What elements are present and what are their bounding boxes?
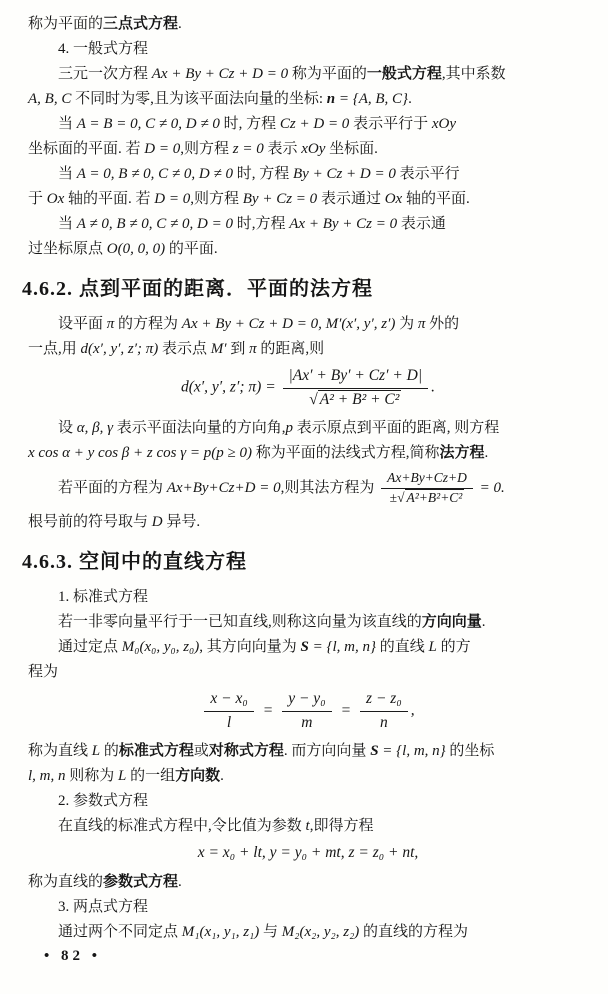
text-run: .	[178, 873, 182, 890]
math-run: A = B = 0, C ≠ 0, D ≠ 0	[76, 116, 220, 132]
text-line	[28, 187, 588, 212]
text-run: 与	[259, 923, 282, 940]
radical-sign: √	[309, 390, 318, 408]
math-run: D = 0	[144, 141, 181, 157]
text-line	[28, 337, 588, 362]
keyword-symmetric-form: 对称式方程	[208, 743, 284, 760]
section-heading-4-6-3: 4.6.3. 空间中的直线方程	[22, 551, 247, 574]
math-run: L	[91, 743, 101, 760]
text-line	[28, 610, 588, 635]
text-line	[28, 237, 588, 262]
text-run: 通过两个不同定点	[58, 923, 182, 940]
vector-n: n	[326, 91, 336, 107]
math-run: Ax + By + Cz = 0	[289, 216, 398, 232]
text-run: 时, 方程	[232, 166, 293, 182]
fraction	[283, 367, 429, 409]
fraction-numerator: Ax+By+Cz+D	[381, 471, 473, 489]
text-line	[28, 212, 588, 237]
fraction-denominator: n	[380, 713, 388, 731]
text-run: 为	[395, 316, 418, 332]
math-run: Ax + By + Cz + D = 0	[151, 66, 289, 82]
text-run: 表示通过	[317, 191, 385, 207]
text-run: . 而方向向量	[283, 743, 371, 760]
radical-sign: √	[397, 490, 405, 506]
text-line	[28, 764, 588, 789]
text-run: 外的	[425, 316, 460, 332]
math-run: L	[428, 639, 437, 656]
subheading-parametric-form	[28, 789, 588, 814]
keyword-parametric-form: 参数式方程	[103, 873, 179, 890]
math-run: π	[106, 316, 115, 332]
text-run: 则称为	[65, 768, 119, 785]
text-run: 2. 参数式方程	[58, 793, 149, 810]
equals-sign: =	[340, 701, 352, 719]
text-run: 的一组	[126, 768, 176, 785]
fraction-numerator: x − x₀	[204, 690, 253, 712]
formula-standard-form	[28, 690, 588, 732]
fraction-denominator: m	[301, 713, 313, 731]
text-run: 的平面.	[165, 241, 218, 257]
math-run: Ax+By+Cz+D = 0	[166, 480, 281, 497]
math-run: M₂(x₂, y₂, z₂)	[281, 923, 360, 940]
text-run: 称为平面的	[288, 66, 367, 82]
keyword-normal-equation: 法方程	[439, 445, 485, 462]
text-run: 的直线	[376, 639, 429, 656]
text-run: 设	[58, 420, 77, 437]
math-run: A, B, C	[28, 91, 72, 107]
math-run: xOy	[301, 141, 326, 157]
text-line	[28, 739, 588, 764]
math-run: t	[305, 818, 310, 835]
text-run: ,则方程	[190, 191, 243, 207]
text-line-with-inline-formula	[28, 466, 588, 510]
text-line	[28, 12, 588, 37]
text-run: 称为直线的	[28, 873, 104, 890]
text-run: ,其中系数	[441, 66, 506, 82]
math-run: M₀(x₀, y₀, z₀)	[121, 639, 200, 656]
text-run: 轴的平面.	[402, 191, 470, 207]
text-run: 的	[100, 743, 119, 760]
keyword-general-form: 一般式方程	[366, 66, 442, 82]
math-run: Cz + D = 0	[279, 116, 350, 132]
math-run: A = 0, B ≠ 0, C ≠ 0, D ≠ 0	[76, 166, 233, 182]
text-run: 的距离,则	[256, 341, 325, 357]
text-line	[28, 441, 588, 466]
formula-parametric	[28, 844, 588, 863]
text-run: 或	[193, 743, 209, 760]
text-run: 表示平面法向量的方向角,	[113, 420, 286, 437]
text-line	[28, 920, 588, 945]
text-run: 若一非零向量平行于一已知直线,则称这向量为该直线的	[58, 614, 422, 631]
math-run: x cos α + y cos β + z cos γ = p(p ≥ 0)	[28, 445, 252, 462]
keyword-three-point-form: 三点式方程	[103, 16, 179, 32]
text-line	[28, 162, 588, 187]
math-run: = {l, m, n}	[308, 639, 376, 656]
text-run: ,即得方程	[309, 818, 374, 835]
text-run: 4. 一般式方程	[58, 41, 149, 57]
keyword-direction-vector: 方向向量	[421, 614, 482, 631]
text-run: 表示原点到平面的距离, 则方程	[293, 420, 500, 437]
text-run: 坐标面的平面. 若	[28, 141, 145, 157]
text-run: 称为平面的法线式方程,简称	[251, 445, 440, 462]
text-run: ,则方程	[180, 141, 233, 157]
fraction-numerator: z − z₀	[360, 690, 408, 712]
equals-sign: =	[262, 701, 274, 719]
radicand: A² + B² + C²	[319, 390, 400, 408]
formula-tail: = 0.	[475, 480, 505, 497]
text-run: .	[408, 91, 412, 107]
text-run: 一点,用	[28, 341, 81, 357]
subheading-two-point-form	[28, 895, 588, 920]
text-line	[28, 870, 588, 895]
keyword-standard-form: 标准式方程	[118, 743, 194, 760]
text-line	[28, 660, 588, 685]
text-run: 异号.	[162, 514, 201, 531]
subheading-general-form	[28, 37, 588, 62]
text-run: .	[481, 614, 486, 631]
text-line	[28, 510, 588, 535]
text-run: 若平面的方程为	[58, 480, 167, 497]
vector-s: S	[370, 743, 379, 760]
text-run: 当	[58, 166, 77, 182]
math-run: = {l, m, n}	[378, 743, 446, 760]
vector-s: S	[300, 639, 309, 656]
text-run: 的方	[436, 639, 471, 656]
math-run: Ax + By + Cz + D = 0, M′(x′, y′, z′)	[181, 316, 396, 332]
text-run: 表示	[263, 141, 302, 157]
text-run: 时,方程	[232, 216, 290, 232]
section-heading-4-6-2: 4.6.2. 点到平面的距离．平面的法方程	[22, 278, 373, 300]
text-run: 不同时为零,且为该平面法向量的坐标:	[71, 91, 327, 107]
math-run: D	[151, 514, 163, 531]
fraction	[360, 690, 408, 732]
text-line	[28, 137, 588, 162]
text-run: 3. 两点式方程	[58, 898, 149, 915]
text-run: 表示点	[158, 341, 211, 357]
formula-lhs: d(x′, y′, z′; π) =	[180, 378, 280, 396]
text-run: 在直线的标准式方程中,令比值为参数	[58, 818, 306, 835]
math-run: M₁(x₁, y₁, z₁)	[181, 923, 260, 940]
subheading-standard-form	[28, 585, 588, 610]
text-run: 表示平行于	[349, 116, 432, 132]
text-line	[28, 112, 588, 137]
text-run: .	[220, 768, 224, 785]
fraction-denominator	[381, 489, 473, 506]
text-run: 通过定点	[58, 639, 122, 656]
math-run: L	[118, 768, 127, 785]
text-run: .	[178, 16, 182, 32]
math-run: p	[285, 420, 294, 437]
text-run: , 其方向向量为	[199, 639, 301, 656]
text-run: 于	[28, 191, 47, 207]
text-run: ,则其法方程为	[280, 480, 379, 497]
fraction-numerator: y − y₀	[282, 690, 331, 712]
math-run: z = 0	[232, 141, 264, 157]
text-line	[28, 312, 588, 337]
fraction-denominator: l	[226, 713, 232, 731]
text-run: 当	[58, 116, 77, 132]
math-run: l, m, n	[28, 768, 66, 785]
formula-point-plane-distance	[28, 367, 588, 409]
text-line	[28, 62, 588, 87]
page-number: • 82 •	[44, 948, 102, 964]
math-run: xOy	[431, 116, 456, 132]
math-run: x = x₀ + lt, y = y₀ + mt, z = z₀ + nt,	[197, 844, 419, 862]
text-run: 表示平行	[395, 166, 460, 182]
text-run: 1. 标准式方程	[58, 589, 149, 606]
text-run: 表示通	[397, 216, 446, 232]
text-run: 称为直线	[28, 743, 92, 760]
math-run: D = 0	[154, 191, 191, 207]
text-run: 根号前的符号取与	[28, 514, 152, 531]
math-run: Ox	[384, 191, 403, 207]
text-run: 的坐标	[445, 743, 495, 760]
text-run: 到	[226, 341, 250, 357]
fraction-denominator	[283, 389, 429, 410]
keyword-direction-numbers: 方向数	[175, 768, 221, 785]
text-run: 过坐标原点	[28, 241, 107, 257]
math-run: By + Cz + D = 0	[293, 166, 396, 182]
fraction	[381, 471, 473, 506]
text-line	[28, 416, 588, 441]
text-run: 设平面	[58, 316, 107, 332]
fraction	[204, 690, 253, 732]
text-run: 的直线的方程为	[359, 923, 469, 940]
text-run: 坐标面.	[325, 141, 378, 157]
text-run: 时, 方程	[219, 116, 280, 132]
formula-tail: ,	[410, 701, 415, 719]
math-run: O(0, 0, 0)	[106, 241, 166, 257]
text-line	[28, 87, 588, 112]
text-line	[28, 814, 588, 839]
math-run: By + Cz = 0	[242, 191, 318, 207]
text-run: 三元一次方程	[58, 66, 152, 82]
math-run: Ox	[46, 191, 65, 207]
math-run: π	[249, 341, 257, 357]
text-run: 轴的平面. 若	[64, 191, 155, 207]
math-run: = {A, B, C}	[335, 91, 409, 107]
text-run: 的方程为	[114, 316, 182, 332]
math-run: α, β, γ	[76, 420, 114, 437]
math-run: M′	[210, 341, 227, 357]
math-run: d(x′, y′, z′; π)	[80, 341, 159, 357]
text-run: 当	[58, 216, 77, 232]
fraction	[282, 690, 331, 732]
text-run: 程为	[28, 664, 59, 681]
text-line	[28, 635, 588, 660]
plus-minus-sign: ±	[389, 490, 398, 506]
fraction-numerator: |Ax′ + By′ + Cz′ + D|	[283, 367, 429, 389]
radicand: A²+B²+C²	[406, 490, 463, 506]
text-run: .	[484, 445, 489, 462]
formula-tail: .	[431, 378, 436, 396]
math-run: π	[417, 316, 426, 332]
math-run: A ≠ 0, B ≠ 0, C ≠ 0, D = 0	[76, 216, 233, 232]
text-run: 称为平面的	[28, 16, 104, 32]
